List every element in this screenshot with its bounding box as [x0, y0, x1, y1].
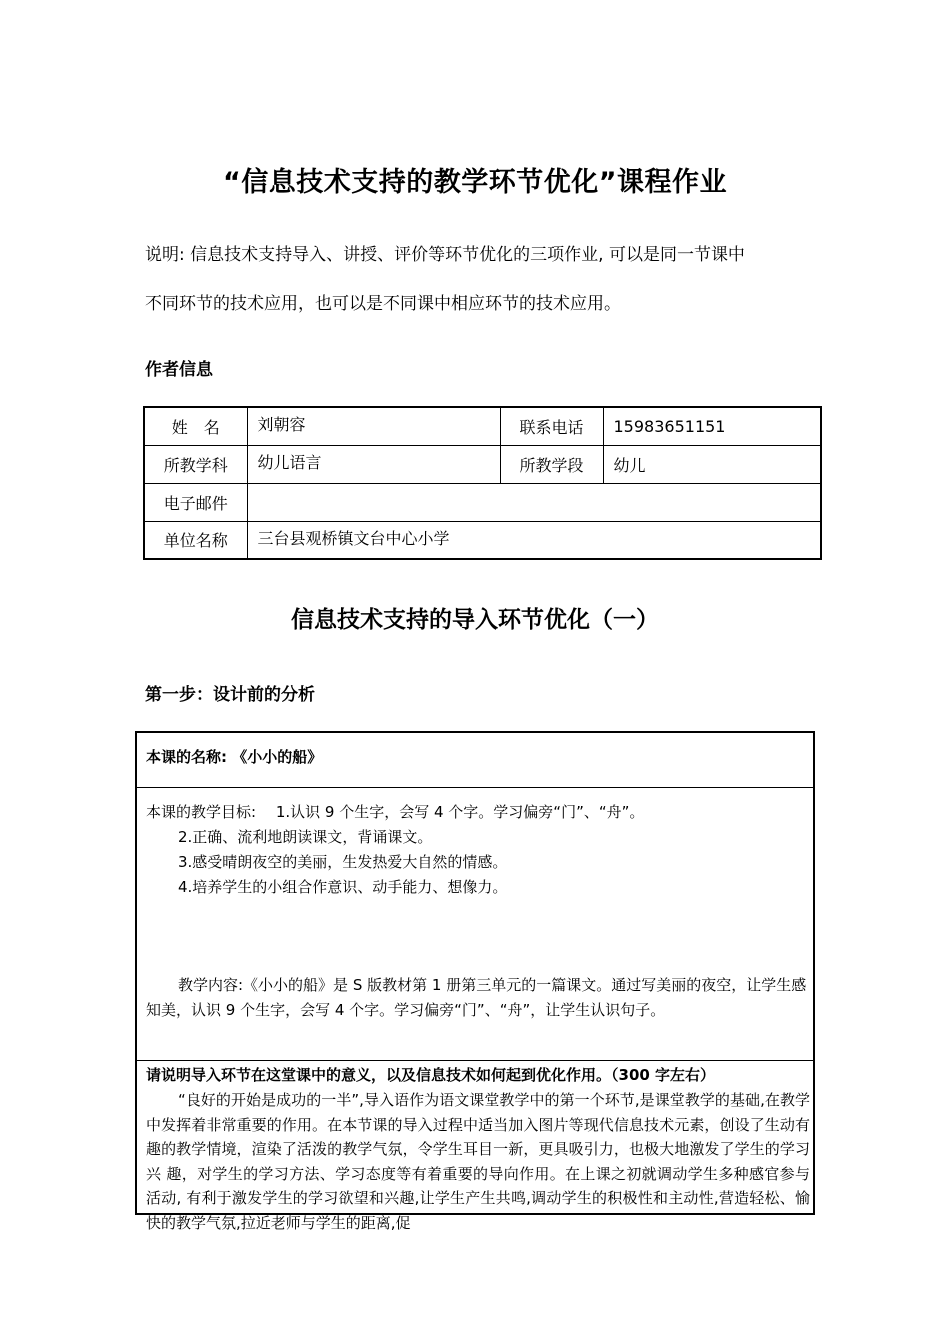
lesson-name-row: [137, 733, 813, 788]
author-row-name: [144, 407, 821, 445]
teaching-content: 教学内容:《小小的船》是 S 版教材第 1 册第三单元的一篇课文。通过写美丽的夜空，让学生感知美，认识 9 个生字，会写 4 个字。学习偏旁“门”、“舟”，让学生认识句子。: [146, 976, 807, 1019]
goal-line: 3.感受晴朗夜空的美丽，生发热爱大自然的情感。: [178, 853, 508, 871]
author-info-table: [143, 406, 822, 560]
question-row: [137, 1061, 813, 1232]
subject-value: 幼儿语言: [247, 445, 500, 483]
goals-row: [137, 788, 813, 1061]
goal-line: 本课的教学目标: 1.认识 9 个生字，会写 4 个字。学习偏旁“门”、“舟”。: [146, 803, 645, 821]
author-info-heading: 作者信息: [145, 360, 213, 380]
email-value: [247, 483, 821, 521]
phone-label: 联系电话: [500, 407, 603, 445]
question-title: 请说明导入环节在这堂课中的意义，以及信息技术如何起到优化作用。（300 字左右）: [146, 1066, 716, 1084]
email-label: 电子邮件: [144, 483, 247, 521]
analysis-box: [135, 731, 815, 1232]
author-row-subject: [144, 445, 821, 483]
step-heading: 第一步：设计前的分析: [145, 685, 315, 705]
author-row-unit: [144, 521, 821, 559]
name-label: 姓 名: [144, 407, 247, 445]
description-line-1: 说明: 信息技术支持导入、讲授、评价等环节优化的三项作业, 可以是同一节课中: [145, 245, 745, 265]
unit-label: 单位名称: [144, 521, 247, 559]
unit-value: 三台县观桥镇文台中心小学: [247, 521, 821, 559]
phone-value: 15983651151: [603, 407, 821, 445]
answer-text: “良好的开始是成功的一半”,导入语作为语文课堂教学中的第一个环节,是课堂教学的基础,在教学中发挥着非常重要的作用。在本节课的导入过程中适当加入图片等现代信息技术元素，创设了生动有趣的教学情境，渲染了活泼的教学气氛，令学生耳目一新，更具吸引力，也极大地激发了学生的学习兴 趣，对学生的学习方法、学习态度等有着重要的导向作用。在上课之初就调动学生多种感官参与活动, 有利于激发学生的学习欲望和兴趣,让学生产生共鸣,调动学生的积极性和主动性,营造轻松、愉快的教学气氛,拉近老师与学生的距离,促: [146, 1091, 810, 1232]
section-subtitle: 信息技术支持的导入环节优化（一）: [291, 607, 659, 633]
lesson-name: 本课的名称: 《小小的船》: [146, 748, 323, 766]
stage-label: 所教学段: [500, 445, 603, 483]
description-line-2: 不同环节的技术应用，也可以是不同课中相应环节的技术应用。: [145, 294, 621, 314]
author-row-email: [144, 483, 821, 521]
stage-value: 幼儿: [603, 445, 821, 483]
teaching-goals: [146, 800, 810, 900]
goal-line: 4.培养学生的小组合作意识、动手能力、想像力。: [178, 878, 508, 896]
subject-label: 所教学科: [144, 445, 247, 483]
name-value: 刘朝容: [247, 407, 500, 445]
page-title: “信息技术支持的教学环节优化”课程作业: [223, 167, 727, 198]
goal-line: 2.正确、流利地朗读课文，背诵课文。: [178, 828, 433, 846]
